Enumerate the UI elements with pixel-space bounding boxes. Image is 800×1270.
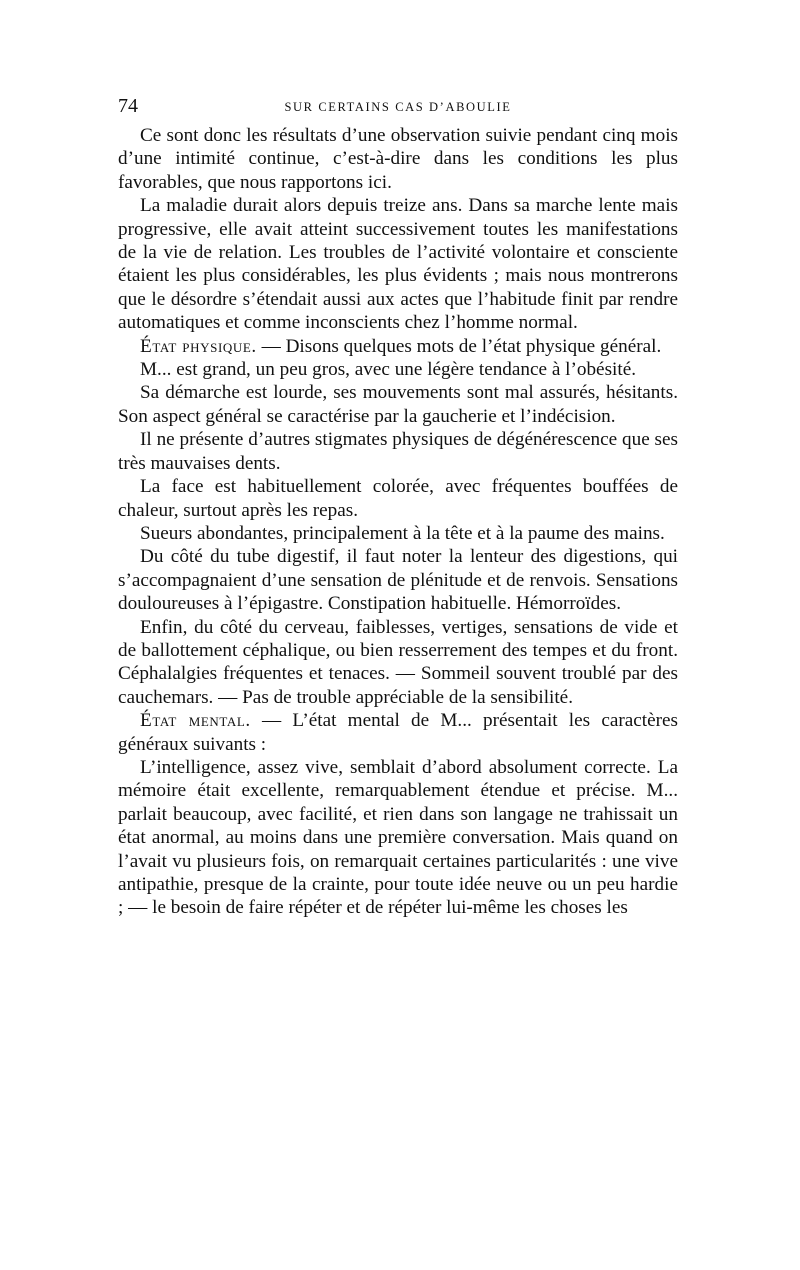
- paragraph-2: La maladie durait alors depuis treize ans. Dans sa marche lente mais progressive, elle avait atteint successivement toutes les manifestations de la vie de relation. Les troubles de l’activité volontaire et consciente étaient les plus considérables, les plus évidents ; mais nous montrerons que le désordre s’étendait aussi aux actes que l’habitude finit par rendre automatiques et comme inconscients chez l’homme normal.: [118, 195, 678, 334]
- paragraph-5: Sa démarche est lourde, ses mouvements sont mal assurés, hésitants. Son aspect général se caractérise par la gaucherie et l’indécision.: [118, 382, 678, 427]
- paragraph-12: L’intelligence, assez vive, semblait d’abord absolument correcte. La mémoire était excellente, remarquablement étendue et précise. M... parlait beaucoup, avec facilité, et rien dans son langage ne trahissait un état anormal, au moins dans une première conversation. Mais quand on l’avait vu plusieurs fois, on remarquait certaines particularités : une vive antipathie, presque de la crainte, pour toute idée neuve ou un peu hardie ; — le besoin de faire répéter et de répéter lui-même les choses les: [118, 756, 678, 919]
- running-title: SUR CERTAINS CAS D’ABOULIE: [284, 100, 512, 114]
- paragraph-1: Ce sont donc les résultats d’une observation suivie pendant cinq mois d’une intimité continue, c’est-à-dire dans les conditions les plus favorables, que nous rapportons ici.: [118, 125, 678, 193]
- paragraph-9: Du côté du tube digestif, il faut noter la lenteur des digestions, qui s’accompagnaient d’une sensation de plénitude et de renvois. Sensations douloureuses à l’épigastre. Constipation habituelle. Hémorroïdes.: [118, 546, 678, 615]
- paragraph-etat-mental: [118, 709, 678, 756]
- paragraph-etat-physique: [118, 335, 678, 358]
- paragraph-3-text: — Disons quelques mots de l’état physique général.: [256, 335, 662, 357]
- page-number: 74: [118, 95, 138, 117]
- paragraph-7: La face est habituellement colorée, avec fréquentes bouffées de chaleur, surtout après les repas.: [118, 476, 678, 521]
- page-header: [118, 96, 678, 120]
- body-text: [118, 124, 678, 920]
- paragraph-11-text: — L’état mental de M... présentait les caractères généraux suivants :: [118, 710, 678, 755]
- section-heading-etat-physique: État physique.: [140, 335, 257, 357]
- section-heading-etat-mental: État mental.: [140, 710, 251, 732]
- paragraph-10: Enfin, du côté du cerveau, faiblesses, vertiges, sensations de vide et de ballottement céphalique, ou bien resserrement des tempes et du front. Céphalalgies fréquentes et tenaces. — Sommeil souvent troublé par des cauchemars. — Pas de trouble appréciable de la sensibilité.: [118, 616, 678, 708]
- paragraph-8: Sueurs abondantes, principalement à la tête et à la paume des mains.: [140, 522, 665, 544]
- paragraph-6: Il ne présente d’autres stigmates physiques de dégénérescence que ses très mauvaises dents.: [118, 429, 678, 474]
- paragraph-4: M... est grand, un peu gros, avec une légère tendance à l’obésité.: [140, 359, 637, 381]
